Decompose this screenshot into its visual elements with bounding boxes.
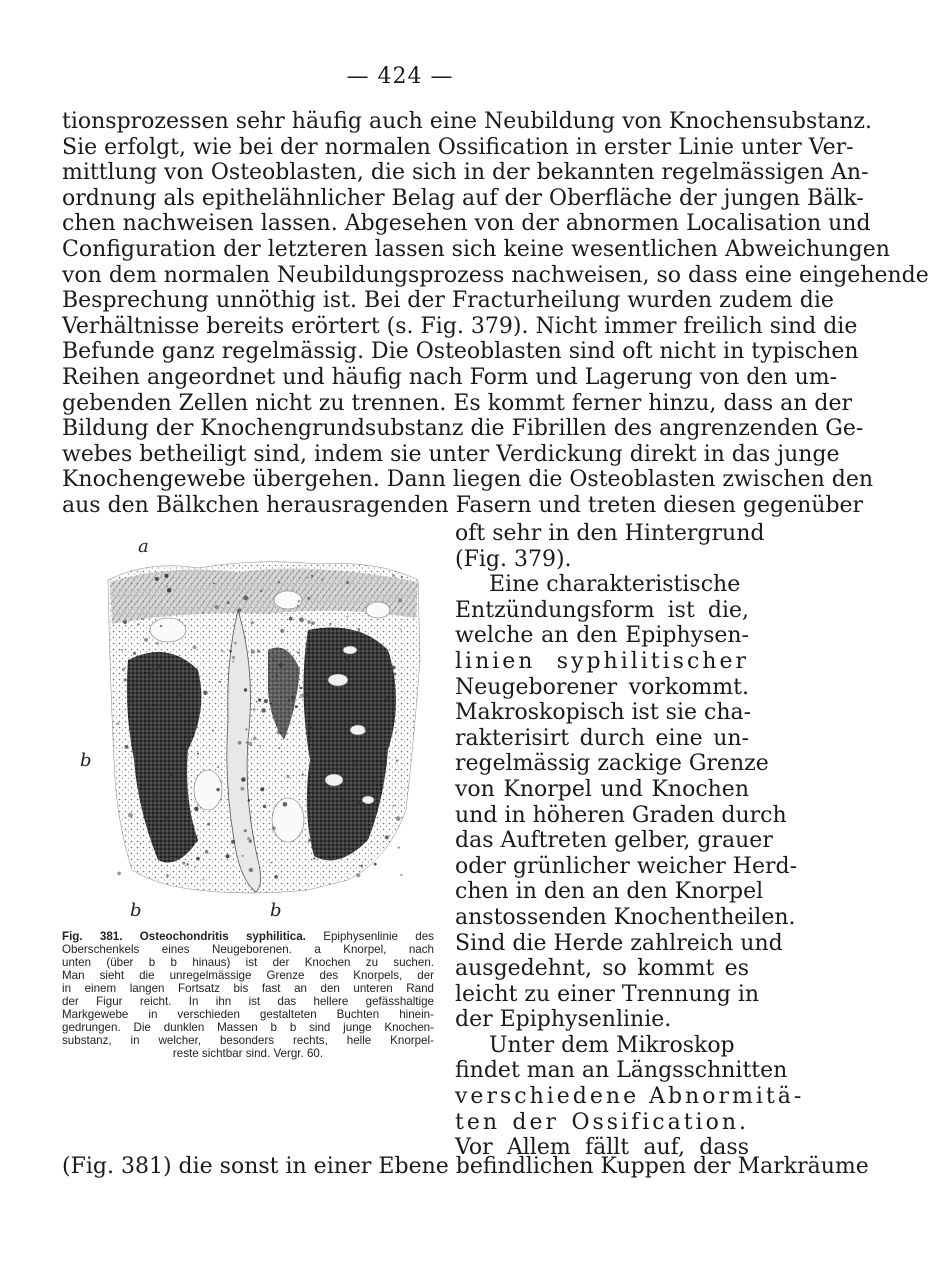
text-line: gebenden Zellen nicht zu trennen. Es kommt ferner hinzu, dass an der: [62, 390, 853, 416]
cell-nucleus: [166, 816, 169, 819]
marrow-bay: [274, 591, 302, 609]
cell-nucleus: [251, 650, 255, 654]
marrow-bay: [272, 798, 304, 842]
cell-nucleus: [340, 798, 344, 802]
cell-nucleus: [244, 829, 247, 832]
cell-nucleus: [311, 622, 314, 625]
cell-nucleus: [156, 642, 159, 645]
cell-nucleus: [203, 691, 207, 695]
cell-nucleus: [148, 725, 151, 728]
cell-nucleus: [376, 748, 378, 750]
cell-nucleus: [308, 725, 313, 730]
cell-nucleus: [394, 673, 397, 676]
cell-nucleus: [300, 694, 304, 698]
cell-nucleus: [155, 577, 159, 581]
histology-illustration: [88, 540, 434, 930]
cell-nucleus: [244, 688, 247, 691]
cell-nucleus: [128, 813, 133, 818]
cell-nucleus: [243, 596, 248, 601]
text-line: tionsprozessen sehr häufig auch eine Neubildung von Knochensubstanz.: [62, 109, 872, 134]
cell-nucleus: [166, 586, 168, 588]
cell-nucleus: [321, 579, 323, 581]
cell-nucleus: [362, 802, 365, 805]
cell-nucleus: [307, 577, 309, 579]
caption-line: unten (über b b hinaus) ist der Knochen zu suchen.: [62, 956, 434, 969]
text-line: chen nachweisen lassen. Abgesehen von der abnormen Localisation und: [62, 211, 871, 237]
cell-nucleus: [179, 693, 183, 697]
text-line: Reihen angeordnet und häufig nach Form und Lagerung von den um-: [62, 364, 838, 390]
cell-nucleus: [213, 583, 215, 585]
text-line: der Epiphysenlinie.: [455, 1007, 672, 1033]
cell-nucleus: [133, 652, 136, 655]
cell-nucleus: [277, 730, 281, 734]
cell-nucleus: [374, 679, 376, 681]
cell-nucleus: [288, 699, 291, 702]
figure-label-a: a: [138, 536, 149, 557]
cell-nucleus: [287, 709, 289, 711]
cell-nucleus: [125, 745, 129, 749]
cell-nucleus: [283, 802, 288, 807]
text-line: findet man an Längsschnitten: [455, 1058, 788, 1084]
cell-nucleus: [346, 581, 349, 584]
cell-nucleus: [186, 843, 189, 846]
cell-nucleus: [297, 604, 299, 606]
caption-line: Markgewebe in verschieden gestalteten Buchten hinein-: [62, 1008, 434, 1021]
cell-nucleus: [280, 629, 284, 633]
cell-nucleus: [187, 863, 189, 865]
cell-nucleus: [392, 574, 395, 577]
cell-nucleus: [150, 674, 152, 676]
body-text-bottom: [62, 1154, 869, 1180]
cell-nucleus: [291, 696, 295, 700]
cell-nucleus: [123, 620, 127, 624]
cell-nucleus: [368, 700, 371, 703]
text-line: oft sehr in den Hintergrund: [455, 521, 765, 546]
cell-nucleus: [356, 873, 360, 877]
text-line: rakterisirt durch eine un-: [455, 725, 749, 751]
text-line: Neugeborener vorkommt.: [455, 674, 749, 700]
cell-nucleus: [187, 733, 190, 736]
cell-nucleus: [122, 668, 126, 672]
cell-nucleus: [384, 696, 388, 700]
cell-nucleus: [295, 705, 298, 708]
figure-label-b-left: b: [80, 750, 92, 771]
cell-nucleus: [234, 642, 237, 645]
cell-nucleus: [189, 721, 191, 723]
cell-nucleus: [346, 616, 348, 618]
cell-nucleus: [160, 625, 162, 627]
cell-nucleus: [197, 753, 199, 755]
cell-nucleus: [171, 667, 173, 669]
cell-nucleus: [260, 787, 264, 791]
cell-nucleus: [246, 729, 248, 731]
cell-nucleus: [166, 874, 169, 877]
marrow-bay: [150, 618, 186, 642]
body-text-right-column: [455, 521, 805, 1161]
cell-nucleus: [249, 868, 253, 872]
cell-nucleus: [302, 774, 304, 776]
cell-nucleus: [325, 769, 327, 771]
cell-nucleus: [202, 612, 204, 614]
cell-nucleus: [219, 681, 221, 683]
text-line: anstossenden Knochentheilen.: [455, 904, 796, 930]
cell-nucleus: [256, 701, 258, 703]
cell-nucleus: [358, 801, 362, 805]
cell-nucleus: [215, 605, 219, 609]
cell-nucleus: [350, 700, 352, 702]
cell-nucleus: [307, 620, 311, 624]
text-line: regelmässig zackige Grenze: [455, 751, 769, 777]
cell-nucleus: [401, 576, 403, 578]
text-line: Besprechung unnöthig ist. Bei der Fracturheilung wurden zudem die: [62, 288, 834, 314]
cell-nucleus: [193, 645, 197, 649]
cell-nucleus: [167, 588, 172, 593]
figure-caption: [62, 930, 434, 1060]
text-line: Unter dem Mikroskop: [489, 1032, 735, 1058]
cell-nucleus: [400, 874, 402, 876]
cell-nucleus: [121, 649, 123, 651]
cell-nucleus: [263, 805, 266, 808]
cell-nucleus: [270, 862, 272, 864]
cell-nucleus: [231, 840, 235, 844]
cell-nucleus: [300, 687, 303, 690]
text-line: linien syphilitischer: [455, 648, 749, 674]
cell-nucleus: [117, 872, 121, 876]
cell-nucleus: [175, 735, 178, 738]
cell-nucleus: [240, 787, 244, 791]
cell-nucleus: [289, 617, 293, 621]
text-line: und in höheren Graden durch: [455, 802, 787, 828]
cell-nucleus: [233, 661, 235, 663]
cell-nucleus: [138, 623, 140, 625]
body-text-top: [62, 109, 929, 519]
text-line: Configuration der letzteren lassen sich keine wesentlichen Abweichungen: [62, 236, 890, 262]
cell-nucleus: [216, 788, 219, 791]
cell-nucleus: [264, 699, 268, 703]
text-line: leicht zu einer Trennung in: [455, 981, 760, 1007]
cell-nucleus: [196, 857, 200, 861]
cell-nucleus: [155, 794, 158, 797]
cell-nucleus: [330, 623, 332, 625]
cell-nucleus: [321, 738, 323, 740]
page-number: — 424 —: [346, 64, 454, 89]
text-line: von dem normalen Neubildungsprozess nachweisen, so dass eine eingehende: [62, 262, 929, 288]
cell-nucleus: [374, 863, 377, 866]
cell-nucleus: [313, 857, 315, 859]
cell-nucleus: [212, 730, 214, 732]
cell-nucleus: [248, 742, 252, 746]
cell-nucleus: [272, 659, 275, 662]
cell-nucleus: [297, 651, 300, 654]
text-line: Vor Allem fällt auf, dass: [455, 1135, 749, 1161]
cell-nucleus: [251, 621, 254, 624]
cell-nucleus: [278, 747, 280, 749]
cell-nucleus: [311, 575, 313, 577]
text-line: ordnung als epithelähnlicher Belag auf der Oberfläche der jungen Bälk-: [62, 185, 864, 211]
cell-nucleus: [258, 698, 261, 701]
cell-nucleus: [238, 608, 241, 611]
cell-nucleus: [360, 865, 363, 868]
cartilage-remnant: [328, 674, 348, 686]
cartilage-remnant: [350, 725, 366, 735]
text-line: welche an den Epiphysen-: [455, 623, 749, 649]
caption-line: Man sieht die unregelmässige Grenze des Knorpels, der: [62, 969, 434, 982]
cell-nucleus: [259, 745, 261, 747]
cell-nucleus: [364, 727, 368, 731]
cell-nucleus: [279, 663, 283, 667]
cell-nucleus: [144, 638, 148, 642]
cell-nucleus: [227, 601, 230, 604]
cell-nucleus: [396, 816, 401, 821]
cell-nucleus: [221, 650, 223, 652]
cell-nucleus: [327, 672, 329, 674]
text-line: das Auftreten gelber, grauer: [455, 828, 773, 854]
cell-nucleus: [135, 682, 137, 684]
caption-title: Fig. 381. Osteochondritis syphilitica.: [62, 930, 306, 943]
cell-nucleus: [307, 597, 310, 600]
text-line: Befunde ganz regelmässig. Die Osteoblasten sind oft nicht in typischen: [62, 339, 859, 365]
cell-nucleus: [391, 665, 395, 669]
cell-nucleus: [249, 839, 252, 842]
cell-nucleus: [274, 875, 278, 879]
text-line: aus den Bälkchen herausragenden Fasern und treten diesen gegenüber: [62, 492, 864, 518]
text-line: chen in den an den Knorpel: [455, 879, 764, 905]
cell-nucleus: [205, 850, 209, 854]
text-line: mittlung von Osteoblasten, die sich in der bekannten regelmässigen An-: [62, 160, 869, 186]
histology-figure: [80, 536, 434, 930]
cell-nucleus: [375, 779, 378, 782]
cell-nucleus: [203, 879, 205, 881]
figure-label-b-bottom-left: b: [130, 900, 142, 921]
cell-nucleus: [357, 628, 360, 631]
text-line: Sie erfolgt, wie bei der normalen Ossification in erster Linie unter Ver-: [62, 134, 854, 160]
caption-line: der Figur reicht. In ihn ist das hellere gefässhaltige: [62, 995, 434, 1008]
cell-nucleus: [141, 618, 143, 620]
cell-nucleus: [140, 843, 142, 845]
cell-nucleus: [117, 722, 120, 725]
text-line: webes betheiligt sind, indem sie unter Verdickung direkt in das junge: [62, 441, 840, 467]
cell-nucleus: [272, 826, 276, 830]
cell-nucleus: [253, 708, 256, 711]
cell-nucleus: [146, 711, 150, 715]
caption-line: in einem langen Fortsatz bis fast an den unteren Rand: [62, 982, 434, 995]
cell-nucleus: [299, 617, 304, 622]
text-line: Bildung der Knochengrundsubstanz die Fibrillen des angrenzenden Ge-: [62, 416, 864, 442]
cell-nucleus: [194, 807, 198, 811]
text-line: (Fig. 379).: [455, 546, 572, 572]
cell-nucleus: [164, 574, 168, 578]
cell-nucleus: [367, 747, 370, 750]
cell-nucleus: [195, 866, 197, 868]
cell-nucleus: [260, 590, 262, 592]
cell-nucleus: [131, 681, 134, 684]
cell-nucleus: [170, 774, 172, 776]
text-line: verschiedene Abnormitä-: [455, 1084, 805, 1110]
cell-nucleus: [183, 862, 186, 865]
cell-nucleus: [344, 658, 348, 662]
cell-nucleus: [383, 762, 387, 766]
cell-nucleus: [182, 746, 186, 750]
cartilage-remnant: [325, 774, 343, 786]
cell-nucleus: [298, 600, 301, 603]
text-line: Eine charakteristische: [489, 572, 741, 598]
cell-nucleus: [238, 741, 242, 745]
cell-nucleus: [398, 846, 400, 848]
cell-nucleus: [151, 668, 154, 671]
cell-nucleus: [246, 742, 248, 744]
text-line: von Knorpel und Knochen: [455, 776, 749, 802]
marrow-bay: [366, 602, 390, 618]
cell-nucleus: [305, 692, 309, 696]
cell-nucleus: [270, 703, 272, 705]
cell-nucleus: [253, 737, 257, 741]
cell-nucleus: [257, 650, 260, 653]
text-line: Entzündungsform ist die,: [455, 597, 749, 623]
cell-nucleus: [226, 854, 230, 858]
cell-nucleus: [393, 805, 395, 807]
cell-nucleus: [242, 855, 244, 857]
text-line: Knochengewebe übergehen. Dann liegen die Osteoblasten zwischen den: [62, 467, 874, 493]
text-line: Verhältnisse bereits erörtert (s. Fig. 379). Nicht immer freilich sind die: [62, 313, 858, 339]
caption-line: gedrungen. Die dunklen Massen b b sind junge Knochen-: [62, 1021, 434, 1034]
cell-nucleus: [207, 823, 210, 826]
cell-nucleus: [400, 628, 402, 630]
cartilage-remnant: [343, 646, 357, 654]
cell-nucleus: [191, 719, 193, 721]
cell-nucleus: [229, 650, 232, 653]
cell-nucleus: [396, 760, 399, 763]
cell-nucleus: [124, 678, 127, 681]
cell-nucleus: [247, 837, 250, 840]
figure-label-b-bottom-right: b: [270, 900, 282, 921]
cell-nucleus: [311, 663, 315, 667]
cell-nucleus: [151, 831, 155, 835]
cell-nucleus: [276, 675, 278, 677]
cell-nucleus: [241, 777, 246, 782]
cell-nucleus: [132, 686, 135, 689]
cell-nucleus: [330, 858, 332, 860]
cell-nucleus: [152, 815, 156, 819]
text-line: oder grünlicher weicher Herd-: [455, 853, 798, 879]
cell-nucleus: [308, 841, 310, 843]
text-line: Makroskopisch ist sie cha-: [455, 700, 752, 726]
cell-nucleus: [398, 598, 402, 602]
cell-nucleus: [395, 731, 397, 733]
cell-nucleus: [157, 664, 161, 668]
text-line: ten der Ossification.: [455, 1109, 749, 1135]
text-line: Sind die Herde zahlreich und: [455, 930, 783, 956]
cell-nucleus: [261, 708, 265, 712]
cell-nucleus: [385, 835, 389, 839]
cell-nucleus: [348, 785, 350, 787]
text-line: ausgedehnt, so kommt es: [455, 956, 749, 982]
caption-line: substanz, in welcher, besonders rechts, helle Knorpel-: [62, 1034, 434, 1047]
cell-nucleus: [278, 581, 281, 584]
cell-nucleus: [248, 799, 251, 802]
cell-nucleus: [217, 766, 219, 768]
cell-nucleus: [294, 691, 296, 693]
cell-nucleus: [151, 708, 156, 713]
caption-line: reste sichtbar sind. Vergr. 60.: [172, 1047, 324, 1060]
text-line: (Fig. 381) die sonst in einer Ebene befindlichen Kuppen der Markräume: [62, 1154, 869, 1179]
cell-nucleus: [323, 840, 326, 843]
caption-line: Oberschenkels eines Neugeborenen. a Knorpel, nach: [62, 943, 434, 956]
caption-line: Fig. 381. Osteochondritis syphilitica. Epiphysenlinie des: [62, 930, 434, 943]
cell-nucleus: [287, 775, 290, 778]
cell-nucleus: [329, 724, 331, 726]
cell-nucleus: [232, 656, 235, 659]
cell-nucleus: [130, 699, 134, 703]
cell-nucleus: [343, 785, 345, 787]
cell-nucleus: [197, 681, 200, 684]
cell-nucleus: [353, 761, 356, 764]
